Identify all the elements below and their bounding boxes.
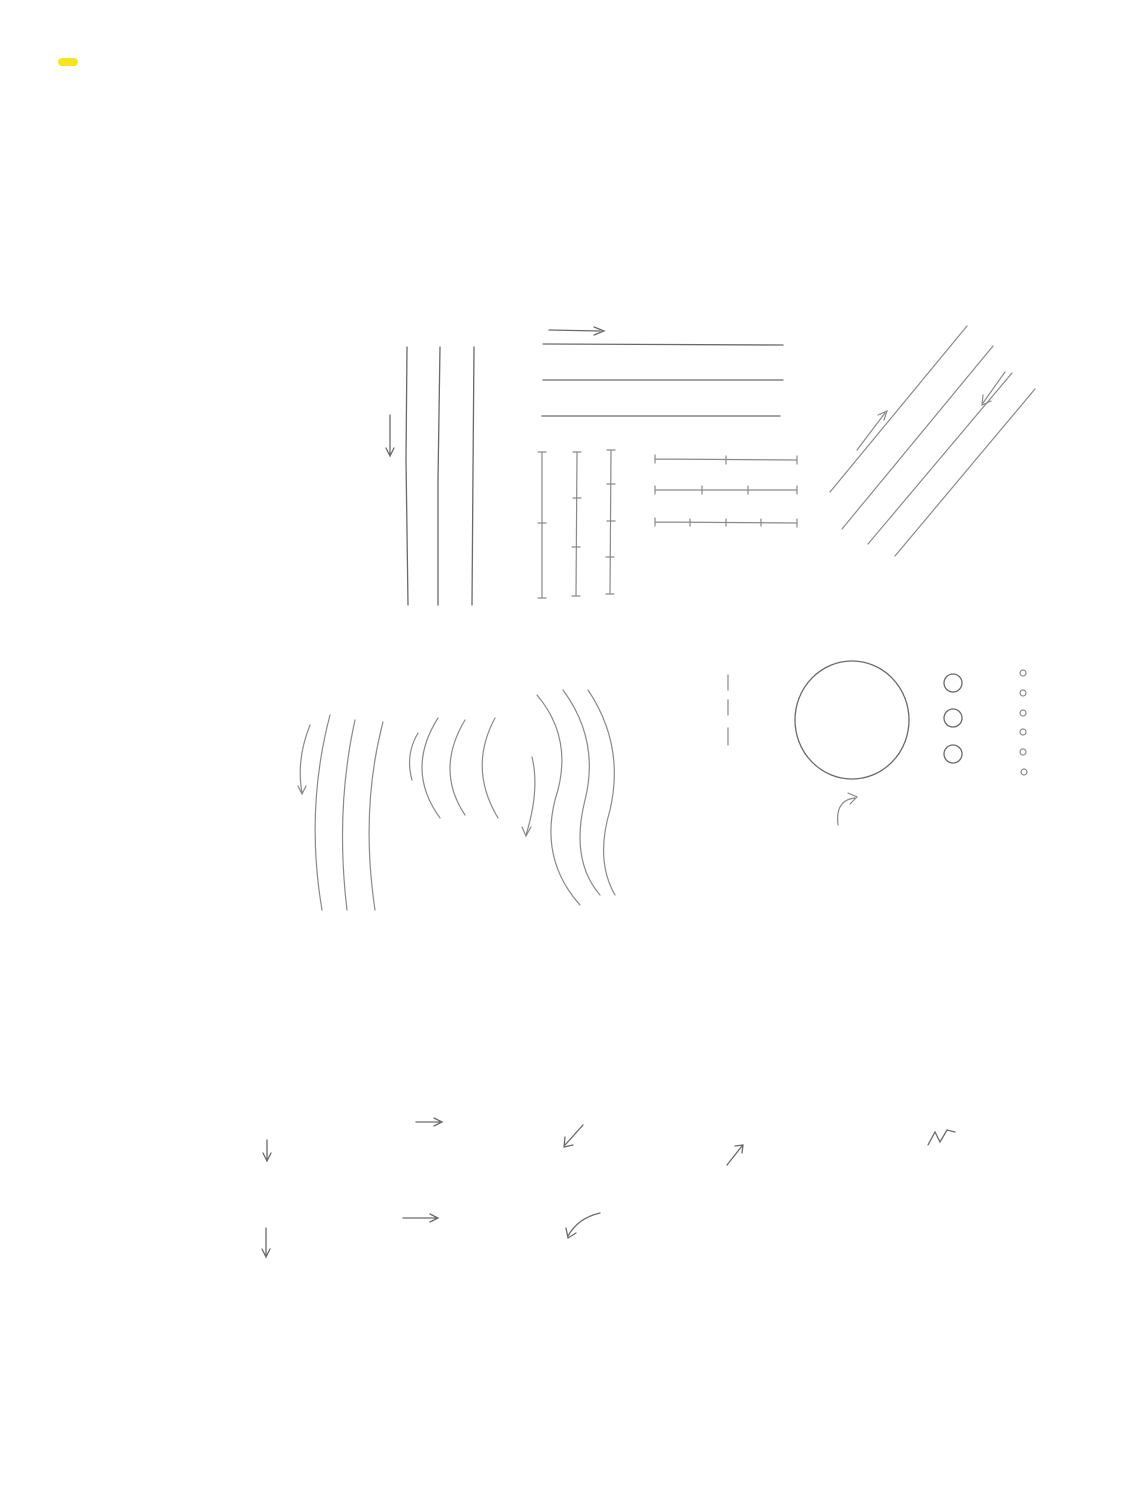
short-curves-drawing xyxy=(410,718,498,818)
pattern-short-horizontal xyxy=(416,1118,442,1126)
pattern-dotted-vertical xyxy=(262,1228,270,1257)
pattern-short-vertical-horizontal xyxy=(727,1145,743,1165)
s-shaped-curves-drawing xyxy=(522,690,615,905)
arrow-down-icon xyxy=(386,415,394,456)
pattern-short-diagonal xyxy=(564,1125,583,1147)
diagonal-lines-drawing xyxy=(830,326,1035,556)
arrow-right-icon xyxy=(416,1118,442,1126)
arrow-curved-icon xyxy=(838,793,857,825)
loose-long-curves-drawing xyxy=(298,715,383,910)
circles-drawing xyxy=(795,661,1027,825)
arrow-down-icon xyxy=(522,757,535,836)
arrow-curved-icon xyxy=(566,1213,600,1238)
pattern-short-wavy xyxy=(928,1130,955,1145)
pattern-dotted-horizontal xyxy=(403,1214,438,1222)
arrow-down-left-icon xyxy=(564,1125,583,1147)
arrow-up-right-icon xyxy=(857,411,887,450)
pattern-dotted-diagonal xyxy=(566,1213,600,1238)
vertical-lines-drawing xyxy=(386,347,474,605)
arrow-down-left-icon xyxy=(982,372,1005,405)
arrow-down-icon xyxy=(298,725,310,794)
zigzag-arrow-icon xyxy=(928,1130,955,1145)
horizontal-lines-drawing xyxy=(542,327,783,416)
pattern-short-vertical xyxy=(263,1140,271,1161)
arrow-right-icon xyxy=(549,327,604,335)
arrow-down-icon xyxy=(263,1140,271,1161)
arrow-down-icon xyxy=(410,733,418,780)
arrow-right-icon xyxy=(403,1214,438,1222)
arrow-down-icon xyxy=(262,1228,270,1257)
arrow-up-right-icon xyxy=(727,1145,743,1165)
division-lines-drawing xyxy=(538,450,797,598)
